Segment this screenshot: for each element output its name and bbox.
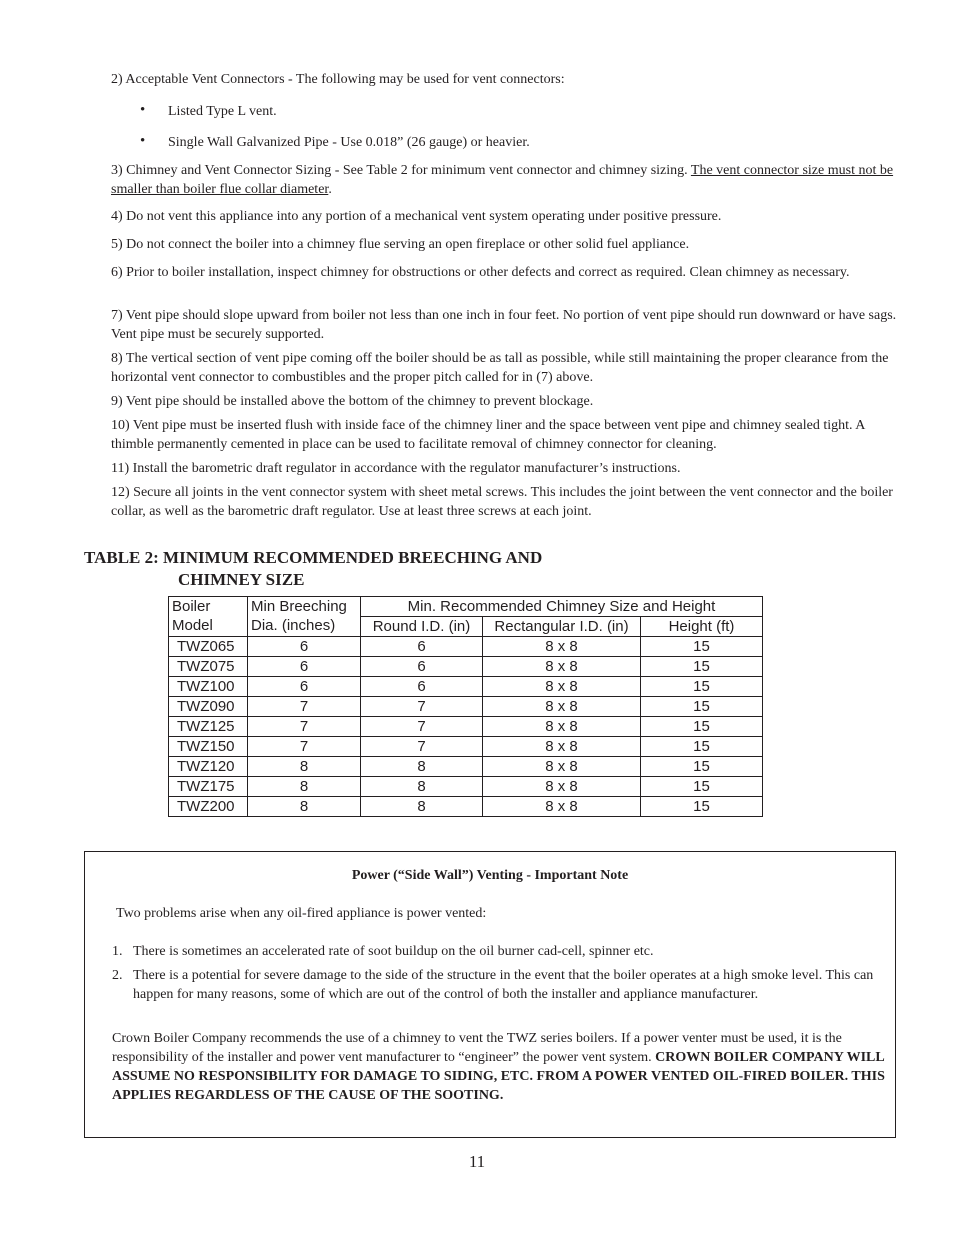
table-row xyxy=(169,697,763,717)
note-item-2-number: 2. xyxy=(112,968,123,983)
table-row xyxy=(169,717,763,737)
page-number: 11 xyxy=(468,1152,486,1171)
cell-height: 15 xyxy=(641,657,763,677)
cell-rect: 8 x 8 xyxy=(483,737,641,757)
item-6: 6) Prior to boiler installation, inspect chimney for obstructions or other defects and correct as required. Clean chimney as necessary. xyxy=(111,265,850,280)
important-note-box xyxy=(84,851,896,1138)
cell-rect: 8 x 8 xyxy=(483,757,641,777)
table-row xyxy=(169,677,763,697)
table-title-line1: TABLE 2: MINIMUM RECOMMENDED BREECHING AND xyxy=(84,548,543,567)
cell-model: TWZ175 xyxy=(169,777,248,797)
table-header-row-1 xyxy=(169,597,763,617)
cell-breeching: 8 xyxy=(248,797,361,817)
cell-round: 7 xyxy=(361,717,483,737)
cell-model: TWZ150 xyxy=(169,737,248,757)
item-3 xyxy=(111,161,901,199)
item-3-underlined: The vent connector size must not be smaller than boiler flue collar diameter xyxy=(111,163,894,197)
cell-model: TWZ125 xyxy=(169,717,248,737)
cell-breeching: 6 xyxy=(248,657,361,677)
table-row xyxy=(169,777,763,797)
table-body xyxy=(169,637,763,817)
note-item-1-number: 1. xyxy=(112,944,123,959)
cell-round: 7 xyxy=(361,737,483,757)
note-item-2: There is a potential for severe damage to the side of the structure in the event that the boiler operates at a high smoke level. This can happen for many reasons, some of which are out of the control of both the installer and appliance manufacturer. xyxy=(133,968,874,1002)
note-item-1: There is sometimes an accelerated rate of soot buildup on the oil burner cad-cell, spinner etc. xyxy=(133,944,654,959)
item-8: 8) The vertical section of vent pipe coming off the boiler should be as tall as possible, while still maintaining the proper clearance from the horizontal vent connector to combustibles and the proper pitch called for in (7) above. xyxy=(111,351,889,385)
cell-rect: 8 x 8 xyxy=(483,717,641,737)
cell-round: 8 xyxy=(361,757,483,777)
cell-model: TWZ065 xyxy=(169,637,248,657)
header-round: Round I.D. (in) xyxy=(361,617,483,637)
header-boiler: Boiler xyxy=(169,597,248,617)
note-closing-bold: CROWN BOILER COMPANY WILL ASSUME NO RESPONSIBILITY FOR DAMAGE TO SIDING, ETC. FROM A POWER VENTED OIL-FIRED BOILER. THIS APPLIES REGARDLESS OF THE CAUSE OF THE SOOTING. xyxy=(112,1050,885,1103)
cell-model: TWZ200 xyxy=(169,797,248,817)
item-10: 10) Vent pipe must be inserted flush with inside face of the chimney liner and the space between vent pipe and chimney sealed tight. A thimble permanently cemented in place can be used to facilitate removal of chimney connector for cleaning. xyxy=(111,418,865,452)
cell-height: 15 xyxy=(641,737,763,757)
cell-round: 6 xyxy=(361,657,483,677)
cell-rect: 8 x 8 xyxy=(483,797,641,817)
cell-rect: 8 x 8 xyxy=(483,657,641,677)
item-2-intro: 2) Acceptable Vent Connectors - The following may be used for vent connectors: xyxy=(111,72,565,87)
header-rect: Rectangular I.D. (in) xyxy=(483,617,641,637)
cell-height: 15 xyxy=(641,677,763,697)
header-model: Model xyxy=(169,617,248,637)
note-title: Power (“Side Wall”) Venting - Important Note xyxy=(351,868,629,883)
item-7: 7) Vent pipe should slope upward from boiler not less than one inch in four feet. No portion of vent pipe should run downward or have sags. Vent pipe must be securely supported. xyxy=(111,308,897,342)
cell-height: 15 xyxy=(641,697,763,717)
cell-model: TWZ100 xyxy=(169,677,248,697)
cell-height: 15 xyxy=(641,797,763,817)
cell-rect: 8 x 8 xyxy=(483,697,641,717)
note-closing xyxy=(112,1029,896,1105)
table-row xyxy=(169,757,763,777)
cell-round: 6 xyxy=(361,677,483,697)
item-9: 9) Vent pipe should be installed above the bottom of the chimney to prevent blockage. xyxy=(111,394,594,409)
table-header-row-2 xyxy=(169,617,763,637)
header-breeching: Min Breeching xyxy=(248,597,361,617)
cell-height: 15 xyxy=(641,777,763,797)
item-4: 4) Do not vent this appliance into any portion of a mechanical vent system operating under positive pressure. xyxy=(111,209,722,224)
cell-height: 15 xyxy=(641,757,763,777)
table-row xyxy=(169,657,763,677)
cell-breeching: 7 xyxy=(248,717,361,737)
item-12: 12) Secure all joints in the vent connector system with sheet metal screws. This includes the joint between the vent connector and the boiler collar, as well as the barometric draft regulator. Use at least three screws at each joint. xyxy=(111,485,893,519)
header-chimney-group: Min. Recommended Chimney Size and Height xyxy=(361,597,763,617)
cell-round: 7 xyxy=(361,697,483,717)
cell-breeching: 7 xyxy=(248,737,361,757)
cell-breeching: 6 xyxy=(248,637,361,657)
bullet-icon: • xyxy=(140,133,146,149)
item-3-text: 3) Chimney and Vent Connector Sizing - See Table 2 for minimum vent connector and chimney sizing. xyxy=(111,163,691,178)
cell-rect: 8 x 8 xyxy=(483,637,641,657)
table-row xyxy=(169,797,763,817)
cell-height: 15 xyxy=(641,717,763,737)
bullet-text: Listed Type L vent. xyxy=(168,104,277,119)
cell-breeching: 6 xyxy=(248,677,361,697)
cell-breeching: 8 xyxy=(248,777,361,797)
cell-rect: 8 x 8 xyxy=(483,677,641,697)
cell-breeching: 8 xyxy=(248,757,361,777)
item-5: 5) Do not connect the boiler into a chimney flue serving an open fireplace or other solid fuel appliance. xyxy=(111,237,690,252)
table-title-line2: CHIMNEY SIZE xyxy=(178,570,305,589)
bullet-text: Single Wall Galvanized Pipe - Use 0.018” (26 gauge) or heavier. xyxy=(168,135,530,150)
table-row xyxy=(169,637,763,657)
cell-round: 8 xyxy=(361,777,483,797)
item-3-end: . xyxy=(328,182,332,197)
cell-model: TWZ120 xyxy=(169,757,248,777)
note-intro: Two problems arise when any oil-fired appliance is power vented: xyxy=(116,906,487,921)
table-row xyxy=(169,737,763,757)
table-title xyxy=(84,547,542,591)
item-11: 11) Install the barometric draft regulator in accordance with the regulator manufacturer’s instructions. xyxy=(111,461,681,476)
note-closing-text: Crown Boiler Company recommends the use of a chimney to vent the TWZ series boilers. If a power venter must be used, it is the responsibility of the installer and power vent manufacturer to “engineer” the power vent system. xyxy=(112,1031,842,1065)
bullet-icon: • xyxy=(140,102,146,118)
header-dia: Dia. (inches) xyxy=(248,617,361,637)
cell-model: TWZ090 xyxy=(169,697,248,717)
cell-rect: 8 x 8 xyxy=(483,777,641,797)
cell-round: 6 xyxy=(361,637,483,657)
cell-breeching: 7 xyxy=(248,697,361,717)
breeching-chimney-table xyxy=(168,596,763,817)
header-height: Height (ft) xyxy=(641,617,763,637)
cell-model: TWZ075 xyxy=(169,657,248,677)
cell-height: 15 xyxy=(641,637,763,657)
cell-round: 8 xyxy=(361,797,483,817)
